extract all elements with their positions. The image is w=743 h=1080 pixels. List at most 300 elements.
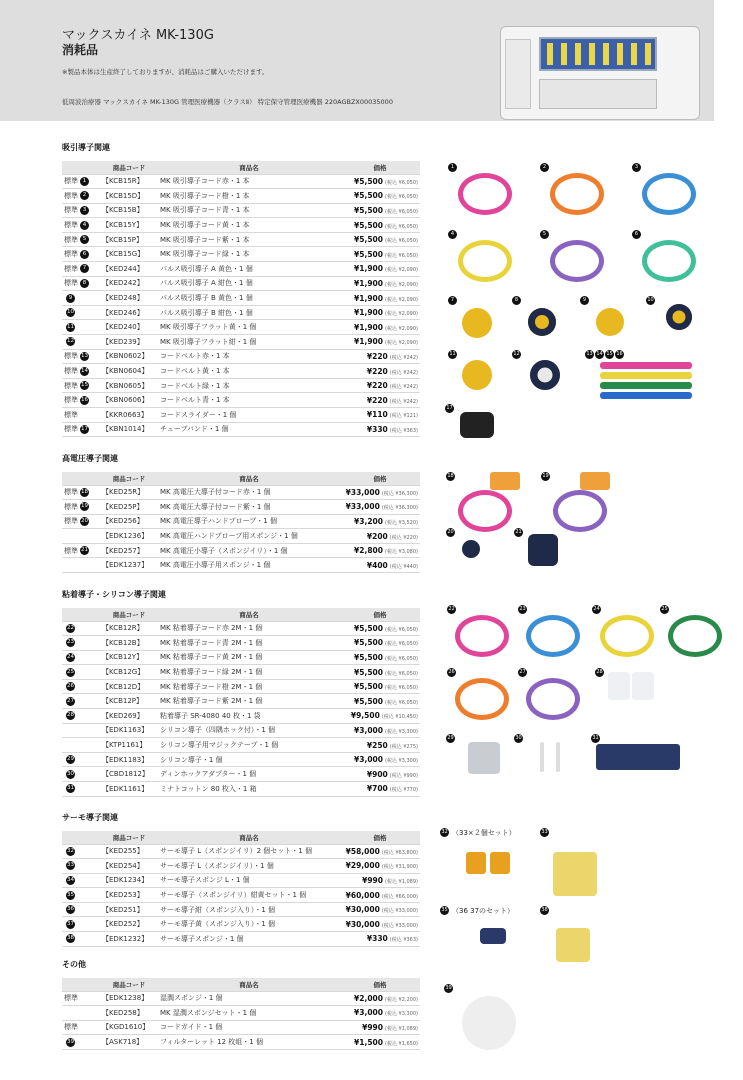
product-table xyxy=(62,978,420,1050)
name-col-header: 商品名 xyxy=(158,608,340,621)
cord-belt-image xyxy=(600,372,692,379)
photo-label: 7 xyxy=(448,296,457,305)
tax-inclusive-price: (税込 ¥31,900) xyxy=(381,864,418,871)
product-price: ¥330 (税込 ¥363) xyxy=(340,422,420,437)
product-price: ¥1,900 (税込 ¥2,090) xyxy=(340,276,420,291)
photo-label: 22 xyxy=(448,606,455,612)
photo-label: 20 xyxy=(447,529,454,535)
item-number-badge: 27 xyxy=(67,697,74,704)
product-name: MK 粘着導子コード紫 2M・1 個 xyxy=(158,694,340,709)
pulse-electrode-b-yellow xyxy=(596,308,624,336)
product-name: MK 高電圧小導子（スポンジイリ）・1 個 xyxy=(158,543,340,558)
photo-label: 18 xyxy=(447,473,454,479)
product-name: シリコン導子用マジックテープ・1 個 xyxy=(158,738,340,753)
table-row xyxy=(62,543,420,558)
product-name: MK 吸引導子コード緑・1 本 xyxy=(158,247,340,262)
item-number-badge: 34 xyxy=(67,876,74,883)
item-number-badge: 11 xyxy=(67,323,74,330)
adhesive-cord-image xyxy=(455,615,509,657)
product-price: ¥990 (税込 ¥1,089) xyxy=(340,873,420,888)
product-price: ¥220 (税込 ¥242) xyxy=(340,393,420,408)
std-cell xyxy=(62,650,100,665)
product-name: MK 吸引導子コード赤・1 本 xyxy=(158,174,340,189)
product-code: 【KBN0606】 xyxy=(100,393,158,408)
product-price: ¥200 (税込 ¥220) xyxy=(340,529,420,544)
std-col-header xyxy=(62,472,100,485)
pulse-electrode-a-navy xyxy=(528,308,556,336)
product-price: ¥30,000 (税込 ¥33,000) xyxy=(340,917,420,932)
silicone-electrode-image xyxy=(468,742,500,774)
product-name: MK 粘着導子コード黄 2M・1 個 xyxy=(158,650,340,665)
product-price: ¥220 (税込 ¥242) xyxy=(340,349,420,364)
adhesive-cord-image xyxy=(526,678,580,720)
std-cell: 標準 14 xyxy=(62,364,100,379)
std-cell xyxy=(62,1006,100,1021)
product-code: 【KED244】 xyxy=(100,262,158,277)
table-row xyxy=(62,500,420,515)
table-row xyxy=(62,859,420,874)
product-price: ¥250 (税込 ¥275) xyxy=(340,738,420,753)
item-number-badge: 32 xyxy=(67,847,74,854)
std-col-header xyxy=(62,608,100,621)
product-price: ¥220 (税込 ¥242) xyxy=(340,378,420,393)
thermo-set-image xyxy=(480,928,506,944)
tax-inclusive-price: (税込 ¥36,300) xyxy=(381,490,418,497)
photo-note: （33×２個セット） xyxy=(452,829,516,837)
product-code: 【KED246】 xyxy=(100,305,158,320)
item-number-badge: 4 xyxy=(80,221,89,230)
product-price: ¥1,500 (税込 ¥1,650) xyxy=(340,1035,420,1050)
photo-label: 31 xyxy=(592,735,599,741)
std-cell: 標準 4 xyxy=(62,218,100,233)
product-code: 【KKR0663】 xyxy=(100,408,158,423)
product-name: フィルターレット 12 枚組・1 個 xyxy=(158,1035,340,1050)
product-code: 【KCB15R】 xyxy=(100,174,158,189)
tube-band-image xyxy=(460,412,494,438)
photo-label: 14 xyxy=(596,351,603,357)
std-cell xyxy=(62,621,100,636)
thermo-sponge-image xyxy=(553,852,597,896)
tax-inclusive-price: (税込 ¥1,650) xyxy=(385,1040,418,1047)
product-code: 【EDK1183】 xyxy=(100,752,158,767)
product-name: MK 高電圧大導子付コード赤・1 個 xyxy=(158,485,340,500)
section-title: 粘着導子・シリコン導子関連 xyxy=(62,590,166,599)
std-cell xyxy=(62,902,100,917)
thermo-pad-image xyxy=(466,852,486,874)
std-cell xyxy=(62,844,100,859)
table-row xyxy=(62,393,420,408)
name-col-header: 商品名 xyxy=(158,161,340,174)
table-row xyxy=(62,752,420,767)
product-name: サーモ導子スポンジ・1 個 xyxy=(158,932,340,947)
tax-inclusive-price: (税込 ¥63,800) xyxy=(381,849,418,856)
tax-inclusive-price: (税込 ¥1,089) xyxy=(385,1025,418,1032)
product-price: ¥3,000 (税込 ¥3,300) xyxy=(340,723,420,738)
table-row xyxy=(62,174,420,189)
product-code: 【CBD1812】 xyxy=(100,767,158,782)
table-row xyxy=(62,247,420,262)
photo-label: 30 xyxy=(515,735,522,741)
product-price: ¥5,500 (税込 ¥6,050) xyxy=(340,621,420,636)
table-row xyxy=(62,723,420,738)
product-name: MK 高電圧ハンドプローブ用スポンジ・1 個 xyxy=(158,529,340,544)
table-row xyxy=(62,218,420,233)
product-code: 【KCB12G】 xyxy=(100,665,158,680)
item-number-badge: 2 xyxy=(80,191,89,200)
tax-inclusive-price: (税込 ¥2,090) xyxy=(385,325,418,332)
table-row xyxy=(62,636,420,651)
adapter-image xyxy=(540,742,544,772)
product-code: 【KCB15B】 xyxy=(100,203,158,218)
product-price: ¥33,000 (税込 ¥36,300) xyxy=(340,485,420,500)
table-row xyxy=(62,1006,420,1021)
tax-inclusive-price: (税込 ¥6,050) xyxy=(385,699,418,706)
product-name: 湿潤スポンジ・1 個 xyxy=(158,991,340,1006)
product-price: ¥2,000 (税込 ¥2,200) xyxy=(340,991,420,1006)
product-code: 【KGD1610】 xyxy=(100,1020,158,1035)
photo-label: 17 xyxy=(446,405,453,411)
tax-inclusive-price: (税込 ¥2,090) xyxy=(385,267,418,274)
code-col-header: 商品コード xyxy=(100,831,158,844)
hv-pad-image xyxy=(580,472,610,490)
product-table xyxy=(62,161,420,437)
photo-label: 32 xyxy=(441,829,448,835)
table-row xyxy=(62,932,420,947)
product-name: コードベルト黄・1 本 xyxy=(158,364,340,379)
product-code: 【KCB15G】 xyxy=(100,247,158,262)
photo-label: 11 xyxy=(449,351,456,357)
name-col-header: 商品名 xyxy=(158,472,340,485)
product-name: コードベルト緑・1 本 xyxy=(158,378,340,393)
tax-inclusive-price: (税込 ¥242) xyxy=(389,398,418,405)
product-name: MK 吸引導子コード黄・1 本 xyxy=(158,218,340,233)
product-table xyxy=(62,831,420,947)
table-row xyxy=(62,844,420,859)
std-cell: 標準 21 xyxy=(62,543,100,558)
filterlet-image xyxy=(462,996,516,1050)
product-code: 【KBN0602】 xyxy=(100,349,158,364)
adhesive-cord-image xyxy=(668,615,722,657)
adhesive-cord-image xyxy=(526,615,580,657)
photo-label: 2 xyxy=(540,163,549,172)
photo-label: 26 xyxy=(448,669,455,675)
section-title: サーモ導子関連 xyxy=(62,813,118,822)
product-name: サーモ導子 L（スポンジイリ）2 個セット・1 個 xyxy=(158,844,340,859)
item-number-badge: 22 xyxy=(67,624,74,631)
price-col-header: 価格 xyxy=(340,161,420,174)
product-name: サーモ導子（スポンジイリ）紺黄セット・1 個 xyxy=(158,888,340,903)
item-number-badge: 18 xyxy=(81,488,88,495)
photo-label: 27 xyxy=(519,669,526,675)
table-row xyxy=(62,262,420,277)
item-number-badge: 30 xyxy=(67,770,74,777)
std-cell xyxy=(62,665,100,680)
table-row xyxy=(62,782,420,797)
photo-label: 28 xyxy=(596,669,603,675)
product-code: 【EDK1161】 xyxy=(100,782,158,797)
photo-note: （36 37のセット） xyxy=(452,907,515,915)
tax-inclusive-price: (税込 ¥6,050) xyxy=(385,252,418,259)
product-price: ¥5,500 (税込 ¥6,050) xyxy=(340,650,420,665)
tax-inclusive-price: (税込 ¥2,090) xyxy=(385,281,418,288)
table-row xyxy=(62,320,420,335)
product-code: 【EDK1232】 xyxy=(100,932,158,947)
product-name: サーモ導子黄（スポンジ入り）・1 個 xyxy=(158,917,340,932)
item-number-badge: 31 xyxy=(67,785,74,792)
product-code: 【KED25P】 xyxy=(100,500,158,515)
code-col-header: 商品コード xyxy=(100,978,158,991)
product-name: MK 粘着導子コード橙 2M・1 個 xyxy=(158,679,340,694)
tax-inclusive-price: (税込 ¥33,000) xyxy=(381,908,418,915)
product-name: MK 吸引導子コード橙・1 本 xyxy=(158,189,340,204)
product-price: ¥9,500 (税込 ¥10,450) xyxy=(340,709,420,724)
product-title: マックスカイネ MK-130G xyxy=(62,28,214,43)
product-name: サーモ導子 L（スポンジイリ）・1 個 xyxy=(158,859,340,874)
product-code: 【KED258】 xyxy=(100,1006,158,1021)
std-cell xyxy=(62,558,100,573)
product-code: 【KED257】 xyxy=(100,543,158,558)
product-price: ¥30,000 (税込 ¥33,000) xyxy=(340,902,420,917)
name-col-header: 商品名 xyxy=(158,978,340,991)
price-col-header: 価格 xyxy=(340,472,420,485)
product-price: ¥700 (税込 ¥770) xyxy=(340,782,420,797)
item-number-badge: 14 xyxy=(81,367,88,374)
product-code: 【KED240】 xyxy=(100,320,158,335)
std-cell: 標準 18 xyxy=(62,485,100,500)
product-code: 【EDK1238】 xyxy=(100,991,158,1006)
product-name: パルス吸引導子 A 紺色・1 個 xyxy=(158,276,340,291)
product-price: ¥110 (税込 ¥121) xyxy=(340,408,420,423)
product-price: ¥5,500 (税込 ¥6,050) xyxy=(340,232,420,247)
item-number-badge: 23 xyxy=(67,639,74,646)
table-row xyxy=(62,485,420,500)
photo-label: 33 xyxy=(541,829,548,835)
item-number-badge: 7 xyxy=(80,264,89,273)
flat-electrode-navy xyxy=(530,360,560,390)
product-code: 【KBN0604】 xyxy=(100,364,158,379)
suction-cord-image xyxy=(642,173,696,215)
std-col-header xyxy=(62,978,100,991)
product-name: パルス吸引導子 A 黄色・1 個 xyxy=(158,262,340,277)
code-col-header: 商品コード xyxy=(100,161,158,174)
table-row xyxy=(62,291,420,306)
price-col-header: 価格 xyxy=(340,608,420,621)
tax-inclusive-price: (税込 ¥242) xyxy=(389,354,418,361)
std-cell xyxy=(62,767,100,782)
product-price: ¥220 (税込 ¥242) xyxy=(340,364,420,379)
std-cell xyxy=(62,782,100,797)
table-row xyxy=(62,738,420,753)
std-cell: 標準 2 xyxy=(62,189,100,204)
product-name: サーモ導子スポンジ L・1 個 xyxy=(158,873,340,888)
table-row xyxy=(62,558,420,573)
product-table xyxy=(62,608,420,797)
item-number-badge: 17 xyxy=(81,425,88,432)
tax-inclusive-price: (税込 ¥10,450) xyxy=(381,714,418,721)
regulatory-text: 低周波治療器 マックスカイネ MK-130G 管理医療機器（クラスⅡ） 特定保守管理医療機器 220AGBZX00035000 xyxy=(62,98,393,106)
item-number-badge: 13 xyxy=(81,352,88,359)
product-price: ¥3,000 (税込 ¥3,300) xyxy=(340,1006,420,1021)
photo-label: 1 xyxy=(448,163,457,172)
std-cell: 標準 16 xyxy=(62,393,100,408)
tax-inclusive-price: (税込 ¥6,050) xyxy=(385,223,418,230)
photo-label: 8 xyxy=(512,296,521,305)
std-cell xyxy=(62,859,100,874)
product-code: 【KED252】 xyxy=(100,917,158,932)
cord-belt-image xyxy=(600,392,692,399)
product-code: 【KBN1014】 xyxy=(100,422,158,437)
price-col-header: 価格 xyxy=(340,978,420,991)
item-number-badge: 33 xyxy=(67,862,74,869)
photo-label: 19 xyxy=(542,473,549,479)
table-row xyxy=(62,873,420,888)
product-price: ¥1,900 (税込 ¥2,090) xyxy=(340,262,420,277)
photo-label: 29 xyxy=(447,735,454,741)
tax-inclusive-price: (税込 ¥242) xyxy=(389,384,418,391)
suction-cord-image xyxy=(550,173,604,215)
std-cell: 標準 xyxy=(62,991,100,1006)
price-col-header: 価格 xyxy=(340,831,420,844)
adapter-image xyxy=(556,742,560,772)
item-number-badge: 16 xyxy=(81,396,88,403)
std-cell xyxy=(62,335,100,350)
tax-inclusive-price: (税込 ¥1,089) xyxy=(385,878,418,885)
product-code: 【KCB12D】 xyxy=(100,679,158,694)
product-price: ¥29,000 (税込 ¥31,900) xyxy=(340,859,420,874)
tax-inclusive-price: (税込 ¥3,080) xyxy=(385,549,418,556)
std-cell xyxy=(62,917,100,932)
product-name: MK 粘着導子コード青 2M・1 個 xyxy=(158,636,340,651)
product-code: 【EDK1236】 xyxy=(100,529,158,544)
std-cell xyxy=(62,723,100,738)
item-number-badge: 28 xyxy=(67,712,74,719)
tax-inclusive-price: (税込 ¥440) xyxy=(389,563,418,570)
tax-inclusive-price: (税込 ¥36,300) xyxy=(381,505,418,512)
table-row xyxy=(62,378,420,393)
product-price: ¥1,900 (税込 ¥2,090) xyxy=(340,320,420,335)
cotton-box-image xyxy=(596,744,680,770)
tax-inclusive-price: (税込 ¥6,050) xyxy=(385,685,418,692)
photo-label: 24 xyxy=(593,606,600,612)
product-code: 【KCB12Y】 xyxy=(100,650,158,665)
product-code: 【KED256】 xyxy=(100,514,158,529)
table-row xyxy=(62,529,420,544)
std-cell: 標準 13 xyxy=(62,349,100,364)
table-header-row xyxy=(62,608,420,621)
table-row xyxy=(62,364,420,379)
product-code: 【KCB12B】 xyxy=(100,636,158,651)
tax-inclusive-price: (税込 ¥2,200) xyxy=(385,996,418,1003)
section-title: 吸引導子関連 xyxy=(62,143,110,152)
product-name: MK 高電圧導子ハンドプローブ・1 個 xyxy=(158,514,340,529)
table-row xyxy=(62,1035,420,1050)
suction-cord-image xyxy=(458,173,512,215)
table-row xyxy=(62,917,420,932)
hand-probe-image xyxy=(462,540,480,558)
table-row xyxy=(62,902,420,917)
photo-label: 21 xyxy=(515,529,522,535)
product-name: MK 粘着導子コード赤 2M・1 個 xyxy=(158,621,340,636)
table-row xyxy=(62,665,420,680)
product-name: パルス吸引導子 B 黄色・1 個 xyxy=(158,291,340,306)
adhesive-pad-image xyxy=(632,672,654,700)
item-number-badge: 26 xyxy=(67,683,74,690)
std-cell xyxy=(62,932,100,947)
tax-inclusive-price: (税込 ¥6,050) xyxy=(385,670,418,677)
suction-cord-image xyxy=(458,240,512,282)
product-price: ¥5,500 (税込 ¥6,050) xyxy=(340,679,420,694)
std-cell xyxy=(62,679,100,694)
item-number-badge: 3 xyxy=(80,206,89,215)
tax-inclusive-price: (税込 ¥2,090) xyxy=(385,311,418,318)
photo-label: 6 xyxy=(632,230,641,239)
product-price: ¥900 (税込 ¥990) xyxy=(340,767,420,782)
product-name: MK 湿潤スポンジセット・1 個 xyxy=(158,1006,340,1021)
table-row xyxy=(62,694,420,709)
item-number-badge: 19 xyxy=(81,503,88,510)
product-price: ¥33,000 (税込 ¥36,300) xyxy=(340,500,420,515)
photo-label: 15 xyxy=(606,351,613,357)
product-price: ¥1,900 (税込 ¥2,090) xyxy=(340,291,420,306)
thermo-pad-image xyxy=(490,852,510,874)
item-number-badge: 21 xyxy=(81,547,88,554)
tax-inclusive-price: (税込 ¥6,050) xyxy=(385,655,418,662)
std-cell: 標準 xyxy=(62,408,100,423)
product-price: ¥5,500 (税込 ¥6,050) xyxy=(340,189,420,204)
table-row xyxy=(62,767,420,782)
std-cell xyxy=(62,529,100,544)
product-code: 【KBN0605】 xyxy=(100,378,158,393)
table-row xyxy=(62,679,420,694)
pulse-electrode-a-yellow xyxy=(462,308,492,338)
product-code: 【KCB15P】 xyxy=(100,232,158,247)
table-row xyxy=(62,650,420,665)
section-title: その他 xyxy=(62,960,86,969)
photo-label: 23 xyxy=(519,606,526,612)
std-col-header xyxy=(62,161,100,174)
photo-label: 38 xyxy=(541,907,548,913)
product-price: ¥5,500 (税込 ¥6,050) xyxy=(340,247,420,262)
std-cell xyxy=(62,320,100,335)
item-number-badge: 1 xyxy=(80,177,89,186)
table-header-row xyxy=(62,472,420,485)
table-row xyxy=(62,408,420,423)
std-cell xyxy=(62,291,100,306)
table-row xyxy=(62,189,420,204)
tax-inclusive-price: (税込 ¥3,520) xyxy=(385,519,418,526)
item-number-badge: 25 xyxy=(67,668,74,675)
photo-label: 5 xyxy=(540,230,549,239)
product-price: ¥60,000 (税込 ¥66,000) xyxy=(340,888,420,903)
product-name: MK 吸引導子フラット黄・1 個 xyxy=(158,320,340,335)
device-image xyxy=(500,26,700,120)
item-number-badge: 15 xyxy=(81,382,88,389)
table-row xyxy=(62,888,420,903)
std-cell: 標準 5 xyxy=(62,232,100,247)
std-cell xyxy=(62,752,100,767)
item-number-badge: 20 xyxy=(81,517,88,524)
tax-inclusive-price: (税込 ¥242) xyxy=(389,369,418,376)
table-header-row xyxy=(62,161,420,174)
std-cell xyxy=(62,738,100,753)
table-row xyxy=(62,991,420,1006)
product-name: シリコン導子・1 個 xyxy=(158,752,340,767)
tax-inclusive-price: (税込 ¥3,300) xyxy=(385,758,418,765)
tax-inclusive-price: (税込 ¥2,090) xyxy=(385,340,418,347)
tax-inclusive-price: (税込 ¥2,090) xyxy=(385,296,418,303)
product-price: ¥1,900 (税込 ¥2,090) xyxy=(340,305,420,320)
product-price: ¥3,200 (税込 ¥3,520) xyxy=(340,514,420,529)
